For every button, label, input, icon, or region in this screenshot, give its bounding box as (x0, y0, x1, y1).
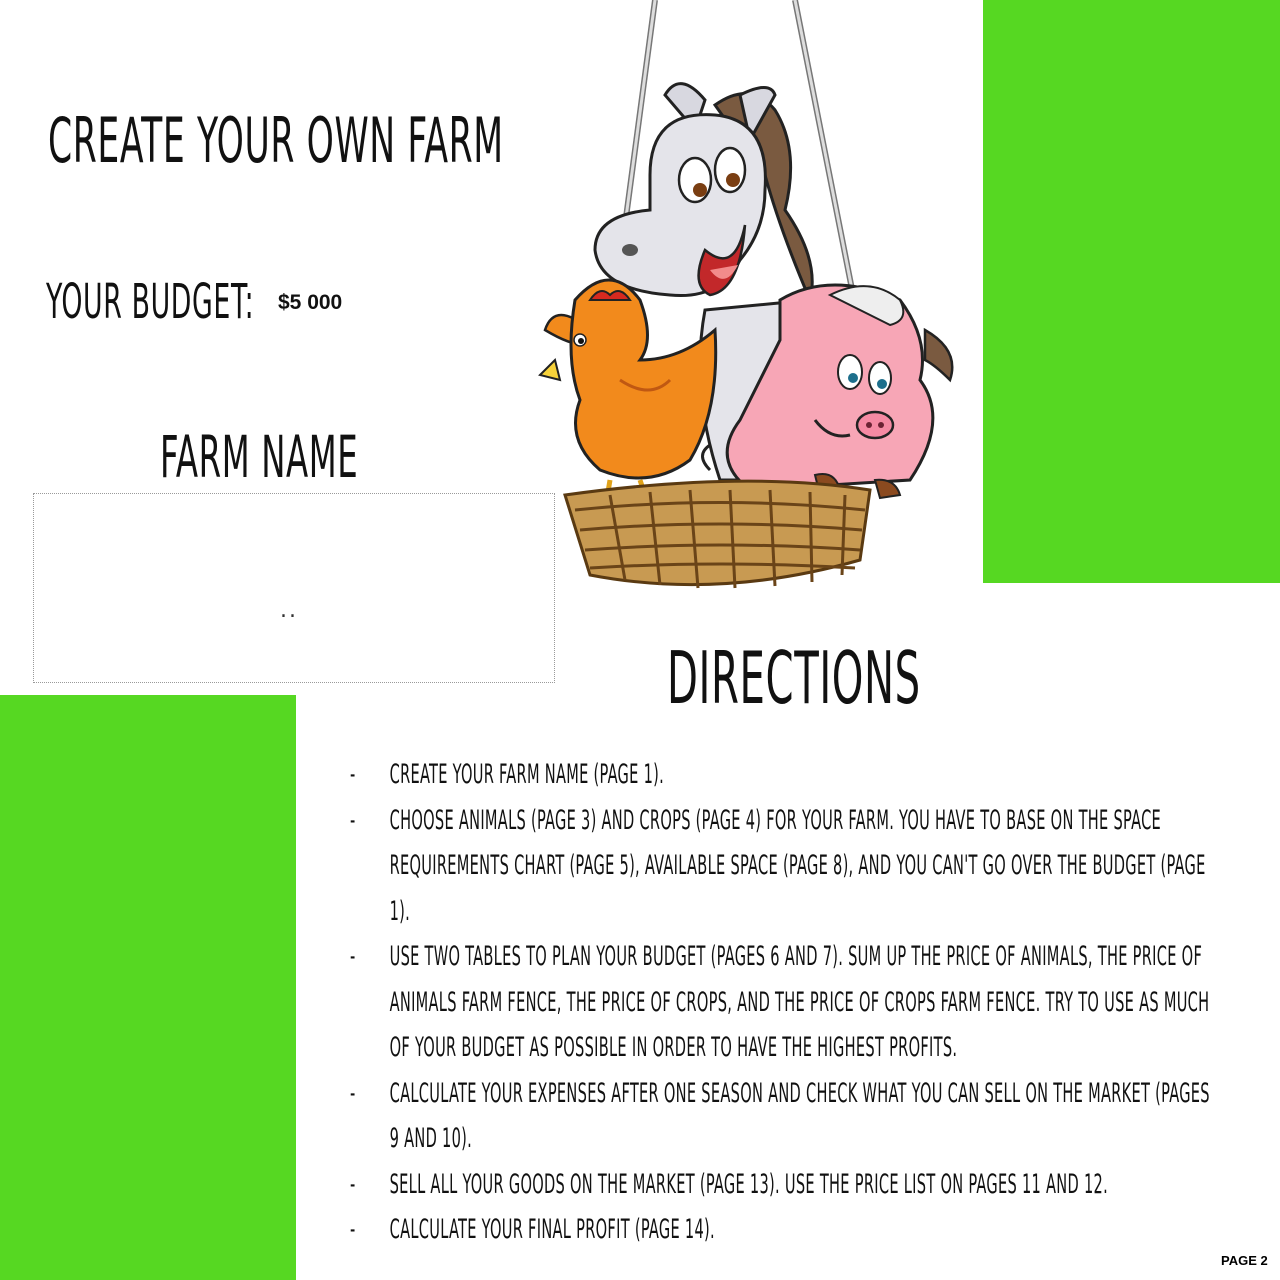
direction-item: - USE TWO TABLES TO PLAN YOUR BUDGET (PAGES 6 AND 7). SUM UP THE PRICE OF ANIMALS, THE PRICE OF ANIMALS FARM FENCE, THE PRICE OF CROPS, AND THE PRICE OF CROPS FARM FENCE. TRY TO USE AS MUCH OF YOUR BUDGET AS POSSIBLE IN ORDER TO HAVE THE HIGHEST PROFITS. (350, 941, 1210, 1063)
farm-animals-basket-icon (530, 0, 960, 590)
directions-list (350, 752, 1220, 1253)
green-decor-bottom-left (0, 695, 296, 1280)
direction-item: - CHOOSE ANIMALS (PAGE 3) AND CROPS (PAGE 4) FOR YOUR FARM. YOU HAVE TO BASE ON THE SPACE REQUIREMENTS CHART (PAGE 5), AVAILABLE SPACE (PAGE 8), AND YOU CAN'T GO OVER THE BUDGET (PAGE 1). (350, 804, 1206, 927)
directions-title: DIRECTIONS (667, 636, 921, 720)
direction-item: - SELL ALL YOUR GOODS ON THE MARKET (PAGE 13). USE THE PRICE LIST ON PAGES 11 AND 12. (350, 1168, 1109, 1200)
direction-item: - CREATE YOUR FARM NAME (PAGE 1). (350, 759, 665, 790)
farm-name-field[interactable] (33, 493, 555, 683)
farm-name-label: FARM NAME (160, 423, 359, 491)
direction-item: - CALCULATE YOUR FINAL PROFIT (PAGE 14). (350, 1214, 715, 1245)
page-number: PAGE 2 (1221, 1253, 1268, 1268)
budget-value: $5 000 (278, 291, 343, 314)
direction-item: - CALCULATE YOUR EXPENSES AFTER ONE SEASON AND CHECK WHAT YOU CAN SELL ON THE MARKET (PAGES 9 AND 10). (350, 1077, 1210, 1154)
page-title: CREATE YOUR OWN FARM (48, 104, 504, 177)
green-decor-top-right (983, 0, 1280, 583)
budget-label: YOUR BUDGET: (46, 274, 255, 330)
farm-name-value: .. (280, 598, 298, 623)
